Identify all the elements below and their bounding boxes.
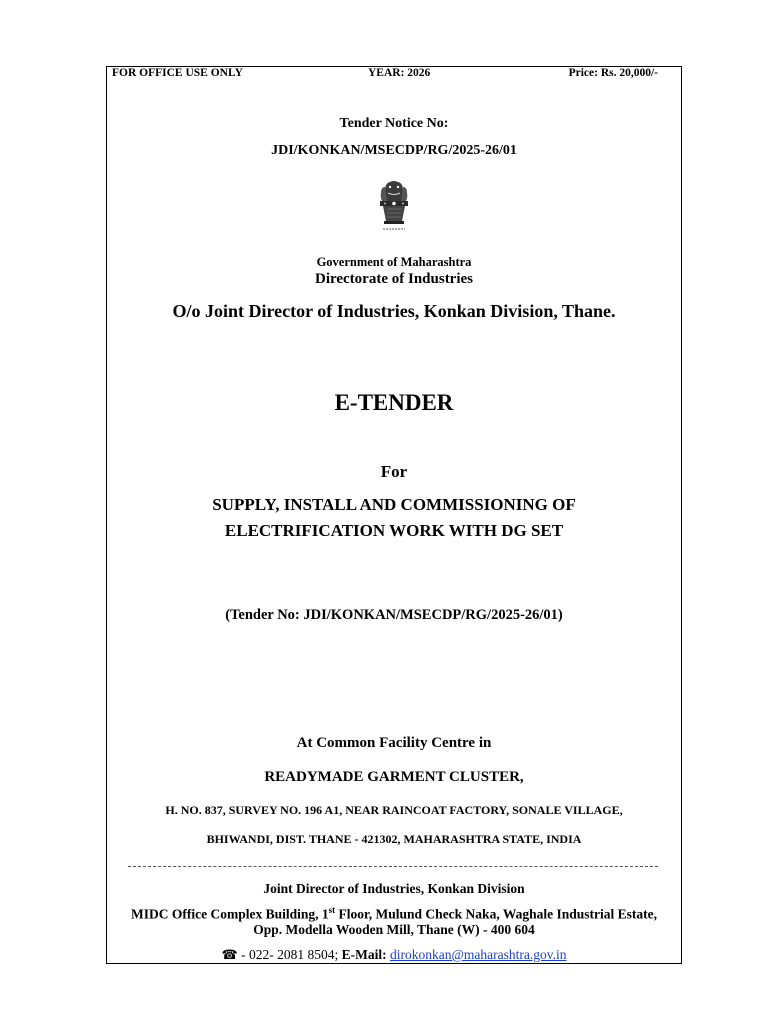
- footer-address-line-1: [106, 905, 682, 923]
- for-label: For: [380, 462, 408, 481]
- email-label: E-Mail:: [341, 947, 387, 962]
- e-tender-title: E-TENDER: [334, 390, 454, 415]
- phone-number: - 022- 2081 8504;: [237, 947, 342, 962]
- subject-line-1: SUPPLY, INSTALL AND COMMISSIONING OF: [212, 495, 576, 514]
- footer-address-line-2: Opp. Modella Wooden Mill, Thane (W) - 400 604: [253, 922, 535, 937]
- subject-line-2: ELECTRIFICATION WORK WITH DG SET: [224, 521, 564, 540]
- footer-address-superscript: st: [328, 905, 336, 915]
- footer-address-part-1: MIDC Office Complex Building, 1: [131, 906, 329, 922]
- tender-number: (Tender No: JDI/KONKAN/MSECDP/RG/2025-26/01): [225, 607, 563, 623]
- footer-address-part-2: Floor, Mulund Check Naka, Waghale Industrial Estate,: [335, 906, 657, 922]
- government-label: Government of Maharashtra: [316, 255, 472, 269]
- address-line-1: H. NO. 837, SURVEY NO. 196 A1, NEAR RAINCOAT FACTORY, SONALE VILLAGE,: [165, 803, 623, 817]
- office-use-row: [112, 66, 672, 82]
- price-label: Price: Rs. 20,000/-: [568, 67, 658, 79]
- office-use-label: FOR OFFICE USE ONLY: [112, 67, 243, 79]
- divider: [128, 866, 658, 867]
- directorate-label: Directorate of Industries: [314, 271, 474, 287]
- email-link[interactable]: dirokonkan@maharashtra.gov.in: [389, 947, 567, 962]
- contact-line: [106, 947, 682, 963]
- footer-office: Joint Director of Industries, Konkan Division: [263, 881, 525, 896]
- office-title: O/o Joint Director of Industries, Konkan Division, Thane.: [172, 301, 616, 321]
- year-label: YEAR: 2026: [368, 67, 431, 79]
- state-emblem-icon: [375, 179, 413, 235]
- telephone-icon: ☎: [221, 947, 238, 962]
- cluster-name: READYMADE GARMENT CLUSTER,: [264, 769, 524, 785]
- address-line-2: BHIWANDI, DIST. THANE - 421302, MAHARASHTRA STATE, INDIA: [206, 832, 582, 846]
- facility-label: At Common Facility Centre in: [296, 735, 492, 751]
- tender-notice-number: JDI/KONKAN/MSECDP/RG/2025-26/01: [271, 143, 517, 158]
- tender-notice-label: Tender Notice No:: [339, 116, 449, 131]
